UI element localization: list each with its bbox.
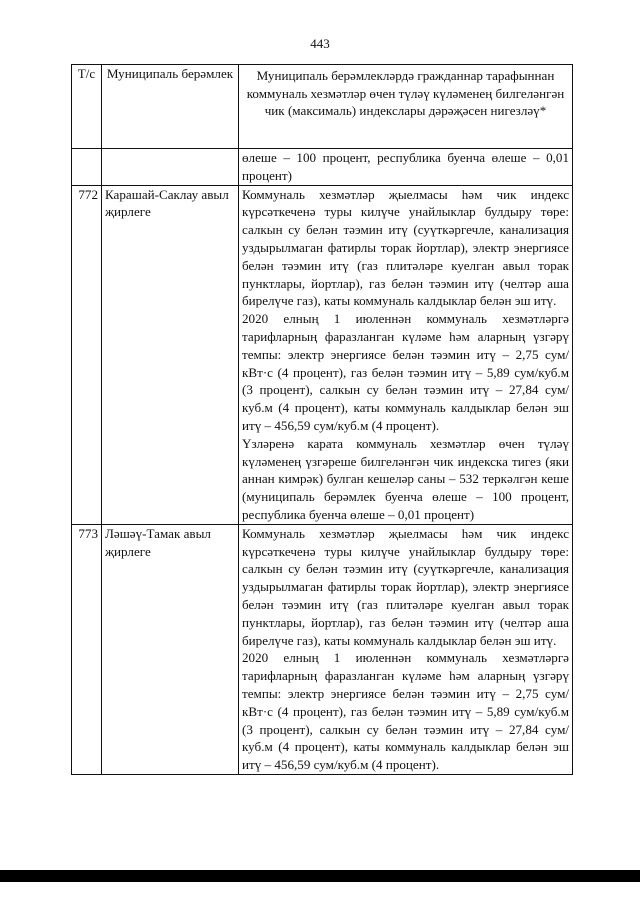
row-paragraph: 2020 елның 1 июленнән коммуналь хезмәтләргә тарифларның фаразланган күләме һәм аларның үзгәрү темпы: электр энергиясе белән тәэмин итү – 2,75 сум/кВт·с (4 процент), газ белән тәэмин итү – 5,89 сум/куб.м (3 процент), салкын су белән тәэмин итү – 27,84 сум/куб.м (4 процент), каты коммуналь калдыклар белән эш итү – 456,59 сум/куб.м (4 процент). <box>242 650 569 773</box>
header-number: Т/с <box>72 65 102 149</box>
row-municipality: Ләшәү-Тамак авыл җирлеге <box>102 524 239 774</box>
header-municipality: Муниципаль берәмлек <box>102 65 239 149</box>
table-header-row <box>72 65 573 149</box>
row-description <box>239 524 573 774</box>
header-description: Муниципаль берәмлекләрдә гражданнар тарафыннан коммуналь хезмәтләр өчен түләү күләменең билгеләнгән чик (максималь) индекслары дәрәҗәсен нигезләү* <box>239 65 573 149</box>
row-paragraph: Коммуналь хезмәтләр җыелмасы һәм чик индекс күрсәткеченә туры килүче унайлыклар булдыру төре: салкын су белән тәэмин итү (суүткәргечле, канализация уздырылмаган фатирлы торак йортлар), электр энергиясе белән тәэмин итү (газ плитәләре куелган авыл торак пунктлары, йортлар), газ белән тәэмин итү (челтәр аша бирелүче газ), каты коммуналь калдыклар белән эш итү. <box>242 186 569 309</box>
row-paragraph: Үзләренә карата коммуналь хезмәтләр өчен түләү күләменең үзгәреше билгеләнгән чик индекска тигез (яки аннан кимрәк) булган кешеләр саны – 532 теркәлгән кеше (муниципаль берәмлек буенча өлеше – 100 процент, республика буенча өлеше – 0,01 процент) <box>242 435 569 522</box>
row-municipality: Карашай-Саклау авыл җирлеге <box>102 185 239 524</box>
table-row <box>72 185 573 524</box>
tariff-table <box>71 64 573 775</box>
continuation-municipality-cell <box>102 149 239 186</box>
row-paragraph: 2020 елның 1 июленнән коммуналь хезмәтләргә тарифларның фаразланган күләме һәм аларның үзгәрү темпы: электр энергиясе белән тәэмин итү – 2,75 сум/кВт·с (4 процент), газ белән тәэмин итү – 5,89 сум/куб.м (3 процент), салкын су белән тәэмин итү – 27,84 сум/куб.м (4 процент), каты коммуналь калдыклар белән эш итү – 456,59 сум/куб.м (4 процент). <box>242 311 569 433</box>
row-number: 772 <box>72 185 102 524</box>
table-row <box>72 524 573 774</box>
row-number: 773 <box>72 524 102 774</box>
row-paragraph: Коммуналь хезмәтләр җыелмасы һәм чик индекс күрсәткеченә туры килүче унайлыклар булдыру төре: салкын су белән тәэмин итү (суүткәргечле, канализация уздырылмаган фатирлы торак йортлар), электр энергиясе белән тәэмин итү (газ плитәләре куелган авыл торак пунктлары, йортлар), газ белән тәэмин итү (челтәр аша бирелүче газ), каты коммуналь калдыклар белән эш итү. <box>242 525 569 648</box>
continuation-text: өлеше – 100 процент, республика буенча өлеше – 0,01 процент) <box>239 149 573 186</box>
continuation-row <box>72 149 573 186</box>
page-bottom-bar <box>0 870 640 882</box>
row-description <box>239 185 573 524</box>
continuation-num-cell <box>72 149 102 186</box>
page-number: 443 <box>310 36 330 51</box>
